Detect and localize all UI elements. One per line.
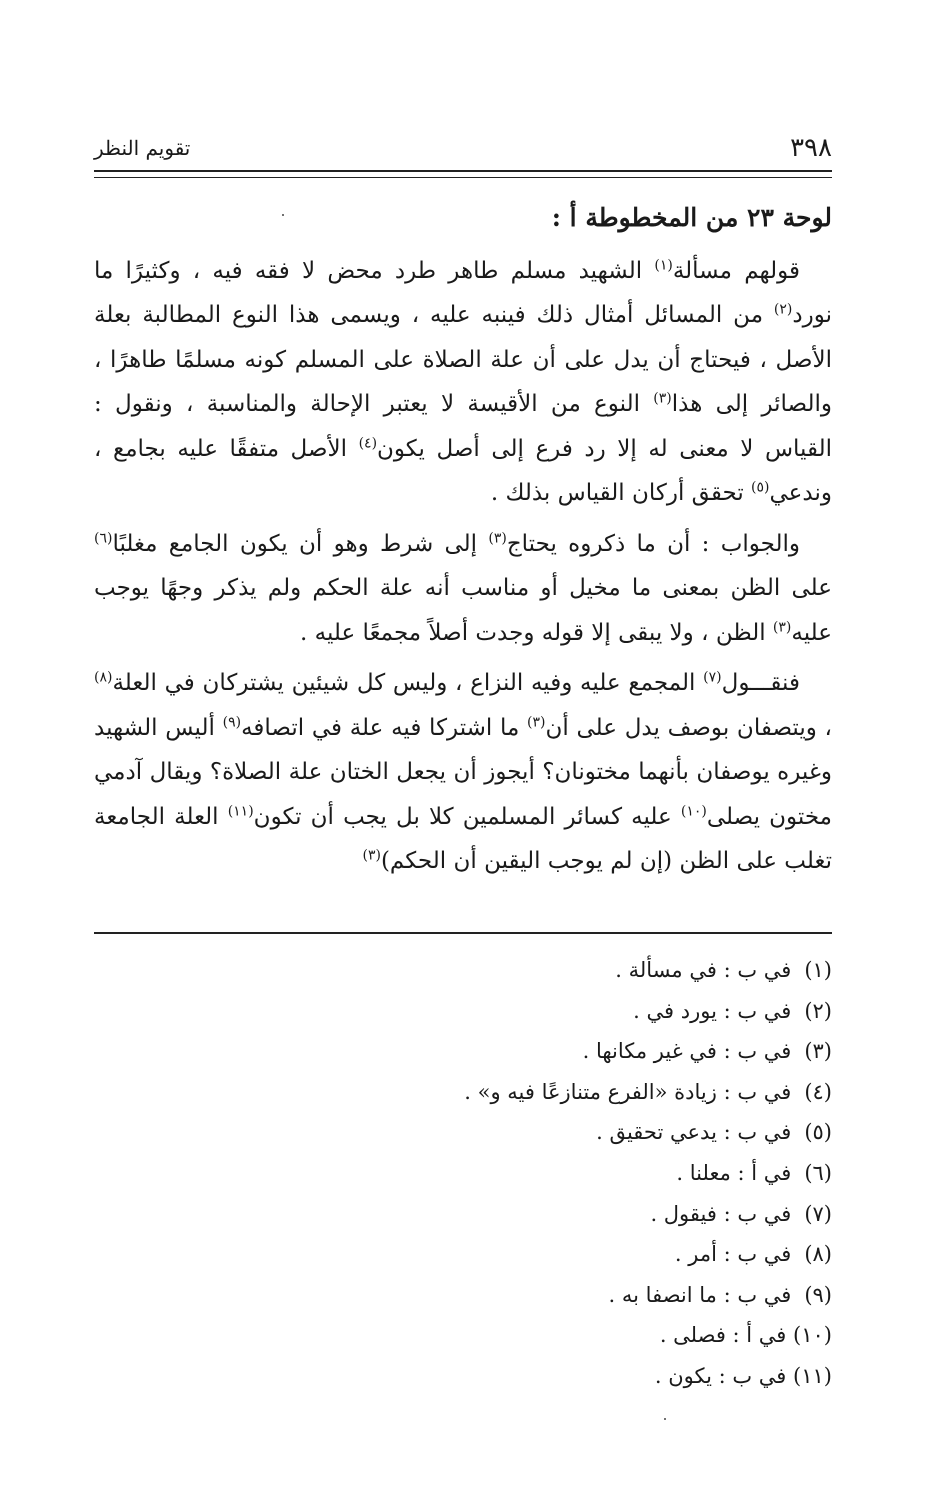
paragraphs [94, 249, 832, 884]
footnote-item [300, 1275, 832, 1316]
paragraph [94, 249, 832, 516]
text-run: ما اشتركا فيه علة في اتصافه [241, 714, 528, 741]
footnote-text: في ب : زيادة «الفرع متنازعًا فيه و» . [464, 1079, 798, 1104]
footnote-item [300, 1234, 832, 1275]
text-run: تحقق أركان القياس بذلك . [490, 480, 752, 506]
footnote-text: في أ : معلنا . [676, 1160, 798, 1185]
footnote-item [300, 1153, 832, 1194]
page-number: ٣٩٨ [790, 133, 832, 163]
book-title: تقويم النظر [94, 136, 191, 160]
text-run: على الظن بمعنى ما مخيل أو مناسب أنه علة الحكم ولم يذكر وجهًا يوجب عليه [94, 575, 832, 646]
footnote-number: (١١) [793, 1363, 832, 1388]
footnote-text: في ب : أمر . [674, 1242, 798, 1267]
footnote-item [300, 1194, 832, 1235]
paper-speck [282, 214, 284, 216]
text-run: الظن ، ولا يبقى إلا قوله وجدت أصلاً مجمعًا عليه . [300, 619, 773, 646]
footnote-ref: (١٠) [680, 802, 707, 819]
text-run: ، ويتصفان بوصف يدل على أن [545, 714, 832, 741]
footnote-ref: (٩) [222, 713, 242, 730]
footnote-number: (٦) [804, 1160, 832, 1185]
footnote-text: في ب : يدعي تحقيق . [596, 1120, 798, 1145]
text-run: من المسائل أمثال ذلك فينبه عليه ، ويسمى هذا النوع المطالبة بعلة الأصل ، فيحتاج أن يدل على أن علة الصلاة على المسلم كونه مسلمًا طاهرًا ، والصائر إلى هذا [94, 302, 832, 417]
footnote-ref: (٥) [751, 479, 770, 496]
footnote-text: في ب : في غير مكانها . [582, 1039, 798, 1064]
footnote-item [300, 991, 832, 1032]
footnote-text: في أ : فصلى . [659, 1323, 794, 1348]
footnote-ref: (٢) [773, 301, 793, 318]
footnote-ref: (١) [654, 256, 673, 273]
footnote-number: (٩) [804, 1282, 832, 1307]
footnote-ref: (٣) [772, 618, 792, 635]
footnote-number: (٨) [804, 1242, 832, 1267]
footnote-item [300, 950, 832, 991]
running-header [94, 128, 832, 168]
text-run: إلى شرط وهو أن يكون الجامع مغلبًا [112, 530, 489, 557]
footnote-ref: (٣) [362, 847, 381, 864]
footnote-ref: (٣) [653, 390, 672, 407]
footnote-ref: (٦) [94, 529, 113, 546]
text-run: العلة الجامعة تغلب على الظن (إن لم يوجب اليقين أن الحكم) [94, 803, 832, 874]
paragraph [94, 661, 832, 884]
footnote-item [300, 1356, 832, 1397]
text-run: قولهم مسألة [672, 257, 800, 284]
text-run: عليه كسائر المسلمين كلا بل يجب أن تكون [253, 803, 681, 830]
section-heading: لوحة ٢٣ من المخطوطة أ : [551, 203, 832, 232]
text-run: الشهيد مسلم طاهر طرد محض لا فقه فيه ، وكثيرًا ما نورد [94, 257, 832, 328]
footnote-number: (٣) [804, 1039, 832, 1064]
text-run: والجواب : أن ما ذكروه يحتاج [506, 530, 800, 557]
footnote-ref: (٣) [488, 529, 507, 546]
footnote-number: (٤) [804, 1079, 832, 1104]
footnote-text: في ب : يكون . [654, 1363, 794, 1388]
text-run: المجمع عليه وفيه النزاع ، وليس كل شيئين يشتركان في العلة [112, 670, 704, 696]
footnote-item [300, 1315, 832, 1356]
footnote-text: في ب : فيقول . [650, 1201, 798, 1226]
footnote-number: (١٠) [793, 1323, 832, 1348]
text-run: الأصل متفقًا عليه بجامع ، وندعي [94, 435, 832, 506]
footnote-ref: (٤) [358, 434, 378, 451]
footnote-ref: (١١) [227, 802, 254, 819]
text-run: فنقـــول [721, 670, 800, 696]
text-run: أليس الشهيد وغيره يوصفان بأنهما مختونان؟ أيجوز أن يجعل الختان علة الصلاة؟ ويقال آدمي مختون يصلى [94, 714, 832, 830]
footnote-item [300, 1031, 832, 1072]
footnotes-list [300, 950, 832, 1397]
footnote-text: في ب : ما انصفا به . [608, 1282, 798, 1307]
footnote-ref: (٧) [703, 669, 722, 686]
footnote-number: (٢) [804, 998, 832, 1023]
footnote-ref: (٣) [527, 713, 546, 730]
footnote-text: في ب : يورد في . [633, 998, 798, 1023]
main-text [94, 196, 832, 890]
header-double-rule [94, 170, 832, 178]
paper-speck [664, 1418, 666, 1420]
footnote-separator [94, 932, 832, 934]
footnote-ref: (٨) [94, 669, 113, 686]
paragraph [94, 522, 832, 656]
footnote-number: (٥) [804, 1120, 832, 1145]
footnote-item [300, 1072, 832, 1113]
footnote-number: (٧) [804, 1201, 832, 1226]
footnote-text: في ب : في مسألة . [615, 958, 798, 982]
text-run: النوع من الأقيسة لا يعتبر الإحالة والمناسبة ، ونقول : القياس لا معنى له إلا رد فرع إلى أصل يكون [94, 391, 832, 462]
footnote-number: (١) [804, 958, 832, 982]
footnote-item [300, 1112, 832, 1153]
